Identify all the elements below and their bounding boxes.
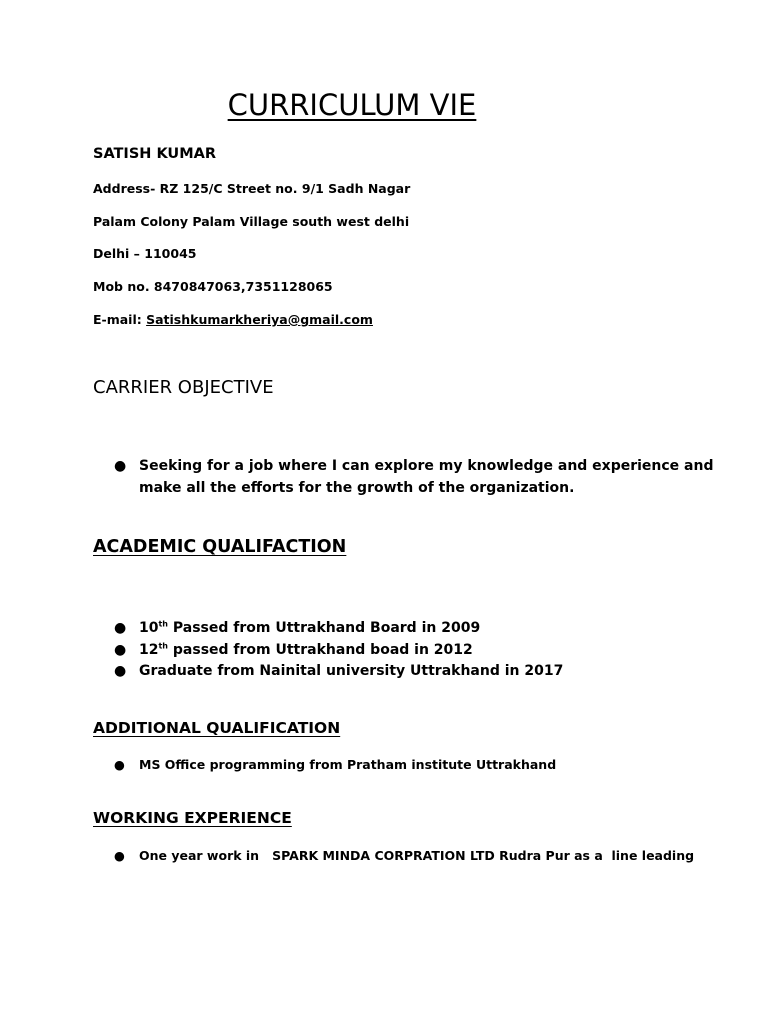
bullet-icon: ● — [114, 458, 127, 474]
bullet-icon: ● — [114, 848, 125, 863]
candidate-name: SATISH KUMAR — [93, 146, 217, 162]
email-label: E-mail: — [93, 312, 147, 327]
academic-heading: ACADEMIC QUALIFACTION — [93, 537, 347, 557]
bullet-icon: ● — [114, 641, 127, 658]
experience-heading: WORKING EXPERIENCE — [93, 809, 292, 827]
list-item: ● 10th Passed from Uttrakhand Board in 2009 — [114, 618, 563, 640]
list-item: ● One year work in SPARK MINDA CORPRATION LTD Rudra Pur as a line leading — [114, 848, 695, 863]
list-item: ● MS Office programming from Pratham institute Uttrakhand — [114, 757, 557, 772]
bullet-icon: ● — [114, 663, 127, 679]
additional-heading: ADDITIONAL QUALIFICATION — [93, 719, 341, 737]
address-line-2: Palam Colony Palam Village south west delhi — [93, 214, 410, 229]
list-item: ● Graduate from Nainital university Uttrakhand in 2017 — [114, 661, 563, 683]
email-link[interactable]: Satishkumarkheriya@gmail.com — [146, 312, 373, 327]
objective-line-1: Seeking for a job where I can explore my knowledge and experience and — [139, 458, 714, 474]
objective-line-2: make all the efforts for the growth of the organization. — [139, 479, 575, 496]
email-row — [93, 312, 373, 327]
objective-heading: CARRIER OBJECTIVE — [93, 377, 274, 398]
academic-list — [114, 618, 563, 683]
address-line-1: Address- RZ 125/C Street no. 9/1 Sadh Nagar — [93, 181, 411, 196]
page-title: CURRICULUM VIE — [227, 88, 477, 122]
address-line-3: Delhi – 110045 — [93, 246, 197, 261]
additional-list — [114, 756, 556, 774]
list-item — [114, 456, 714, 499]
objective-list — [114, 456, 714, 499]
mobile-number: Mob no. 8470847063,7351128065 — [93, 279, 333, 294]
bullet-icon: ● — [114, 620, 127, 636]
bullet-icon: ● — [114, 757, 125, 772]
experience-list — [114, 847, 694, 865]
list-item: ● 12th passed from Uttrakhand boad in 2012 — [114, 640, 563, 662]
